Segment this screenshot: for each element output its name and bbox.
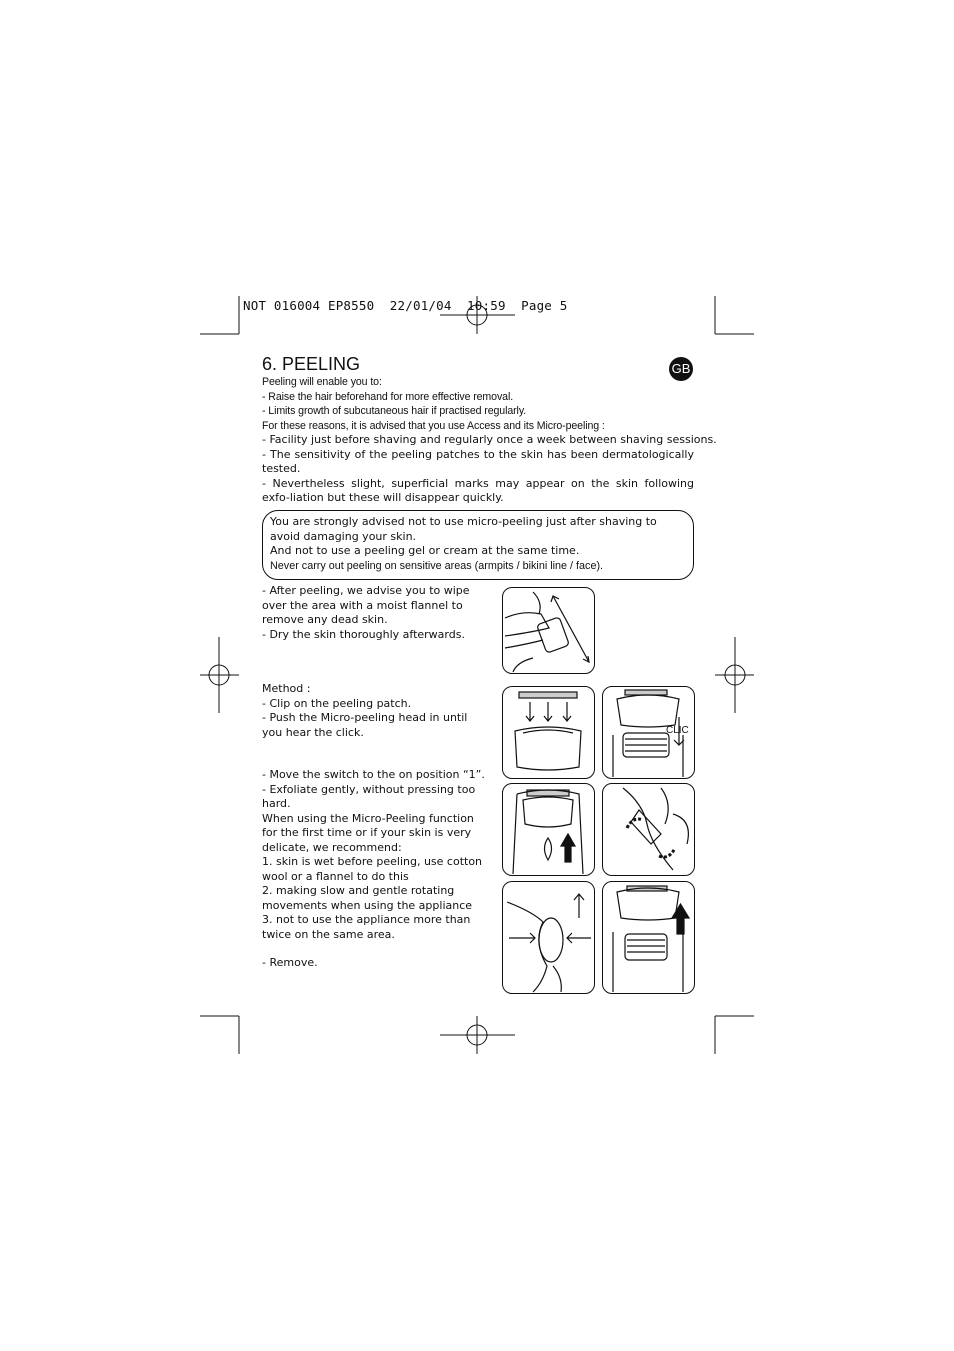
intro-line: Peeling will enable you to: [262,376,382,388]
print-header: NOT 016004 EP8550 22/01/04 10:59 Page 5 [243,298,568,313]
warning-line: You are strongly advised not to use micro-peeling just after shaving to avoid damaging your skin. [270,515,657,543]
usage-line: - Exfoliate gently, without pressing too hard. [262,782,476,810]
figure-detach-head [602,881,695,994]
clic-label: CLIC [666,725,689,736]
usage-line: When using the Micro-Peeling function for the first time or if your skin is very delicate, we recommend: [262,811,474,854]
remove-text: - Remove. [262,956,318,969]
intro-text [262,375,717,506]
figure-switch-on [502,783,595,876]
usage-line: 3. not to use the appliance more than twice on the same area. [262,913,471,941]
usage-line: - Move the switch to the on position “1”. [262,768,485,781]
after-peeling-line: - Dry the skin thoroughly afterwards. [262,627,465,641]
intro-line: - Limits growth of subcutaneous hair if practised regularly. [262,405,527,417]
usage-text [262,768,490,942]
after-peeling-text [262,584,490,642]
registration-mark-bottom [440,1016,515,1054]
figure-clip-patch [502,686,595,779]
intro-line: - Facility just before shaving and regularly once a week between shaving sessions. [262,433,717,446]
figure-wipe-skin [502,587,595,674]
intro-line: - Nevertheless slight, superficial marks may appear on the skin following exfo-liation but these will disappear quickly. [262,476,694,504]
method-label: Method : [262,682,311,695]
warning-line: And not to use a peeling gel or cream at the same time. [270,544,580,557]
registration-mark-left [200,637,239,713]
method-line: - Push the Micro-peeling head in until you hear the click. [262,711,468,739]
method-text [262,682,490,740]
intro-line: For these reasons, it is advised that you use Access and its Micro-peeling : [262,419,605,432]
method-line: - Clip on the peeling patch. [262,696,412,710]
figure-push-head [602,686,695,779]
after-peeling-line: - After peeling, we advise you to wipe over the area with a moist flannel to remove any dead skin. [262,584,470,626]
intro-line: - Raise the hair beforehand for more effective removal. [262,390,514,403]
language-badge: GB [669,357,693,381]
intro-line: - The sensitivity of the peeling patches to the skin has been dermatologically tested. [262,447,694,475]
usage-line: 2. making slow and gentle rotating movements when using the appliance [262,884,473,912]
usage-line: 1. skin is wet before peeling, use cotton wool or a flannel to do this [262,855,483,883]
registration-mark-right [715,637,754,713]
warning-text [270,515,690,573]
figure-remove-patch [502,881,595,994]
figure-rotate-exfoliate [602,783,695,876]
warning-line: Never carry out peeling on sensitive areas (armpits / bikini line / face). [270,559,604,572]
section-title: 6. PEELING [262,354,361,374]
